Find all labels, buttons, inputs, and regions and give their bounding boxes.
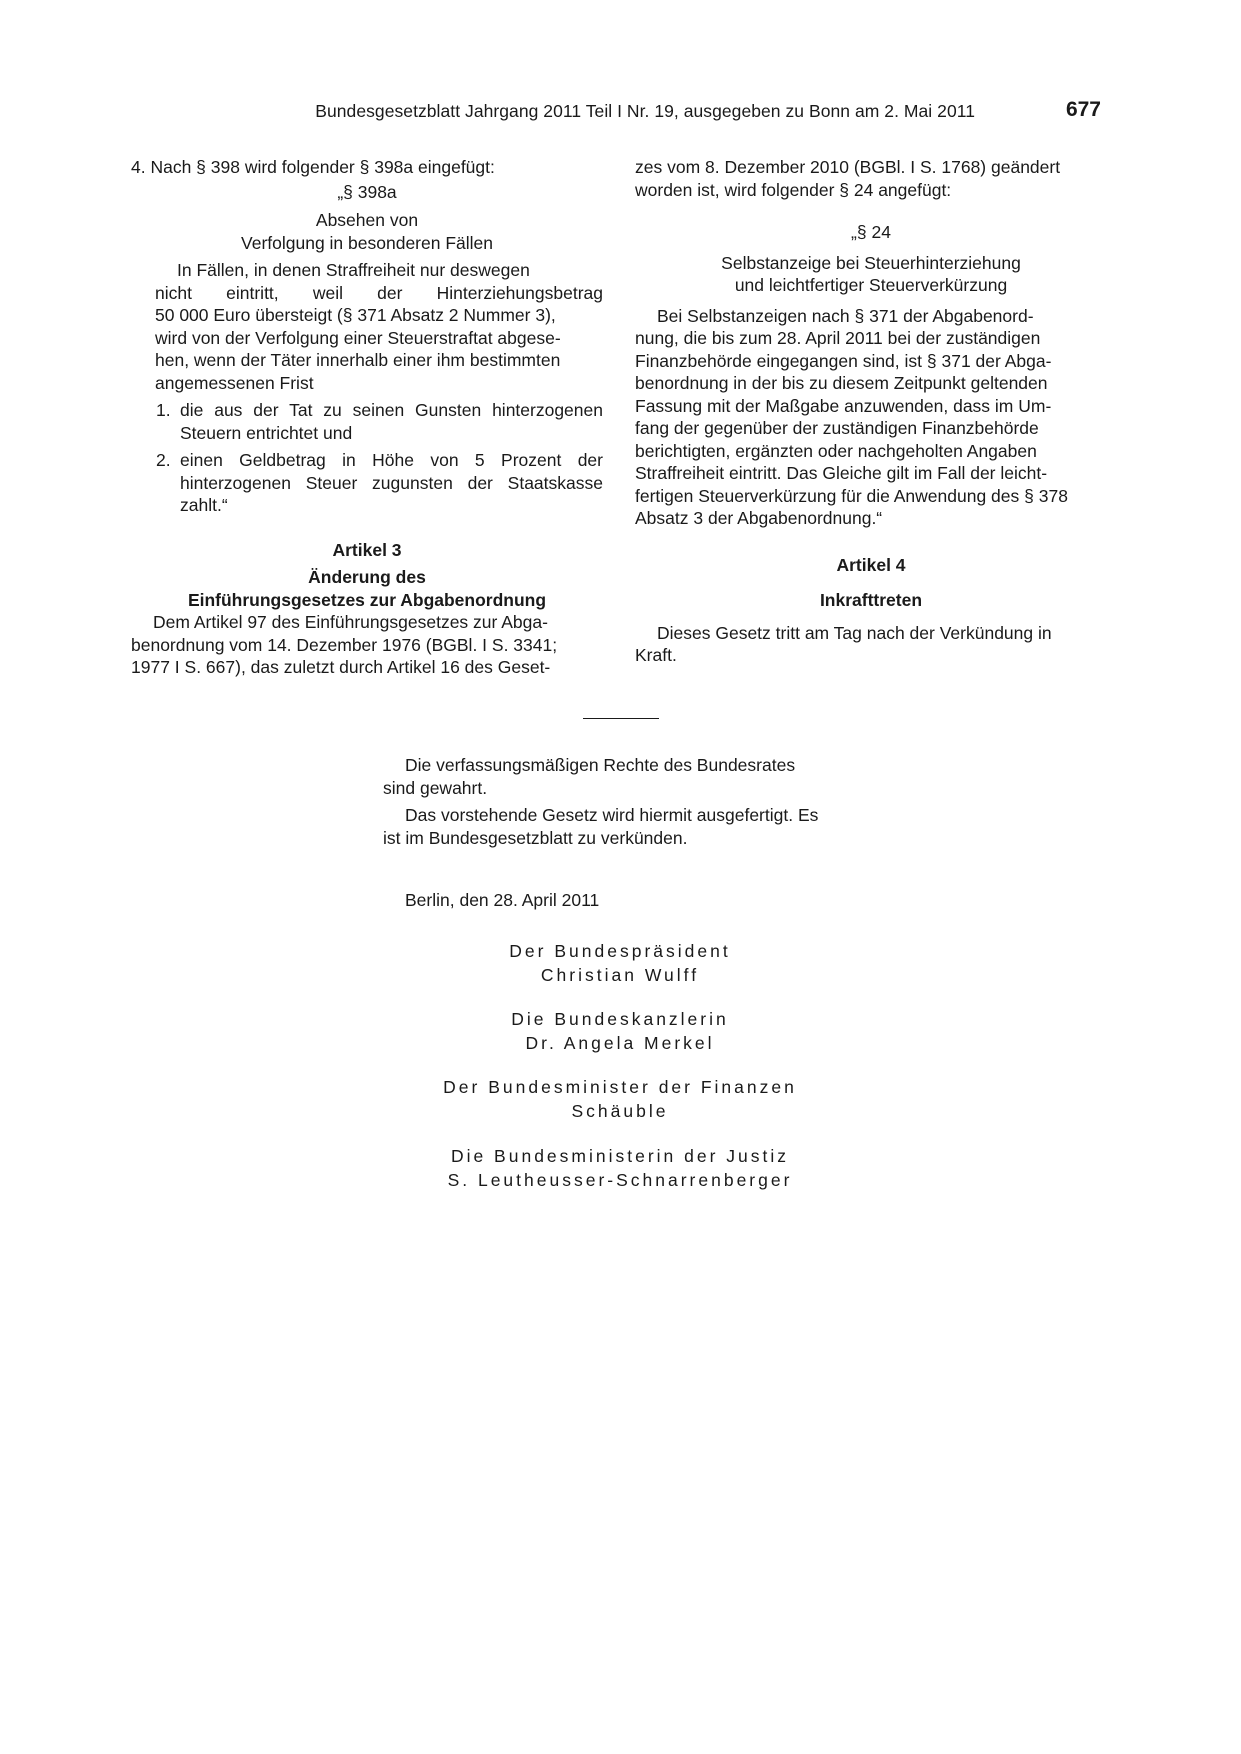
continuation-line: zes vom 8. Dezember 2010 (BGBl. I S. 1768) geändert — [635, 157, 1061, 177]
page-number: 677 — [1065, 98, 1101, 121]
signatory-role: Die Bundeskanzlerin — [511, 1009, 729, 1029]
body-line: Absatz 3 der Abgabenordnung.“ — [635, 508, 883, 528]
artikel-4-title: Artikel 4 — [836, 554, 906, 575]
page-header — [131, 98, 1101, 128]
closing-line: Das vorstehende Gesetz wird hiermit ausgefertigt. Es — [405, 805, 819, 825]
amendment-item-4: 4. Nach § 398 wird folgender § 398a eingefügt: — [131, 157, 495, 177]
artikel-3-heading-1: Änderung des — [308, 567, 426, 587]
continuation-line: worden ist, wird folgender § 24 angefügt: — [635, 179, 952, 200]
list-item-number: 2. — [156, 450, 171, 470]
closing-line: Die verfassungsmäßigen Rechte des Bundesrates — [405, 755, 796, 775]
section-398a-heading-1: Absehen von — [315, 210, 419, 230]
section-24-heading-2: und leichtfertiger Steuerverkürzung — [734, 275, 1008, 295]
list-item-text: einen Geldbetrag in Höhe von 5 Prozent der hinterzogenen Steuer zugunsten der Staatskasse zahlt.“ — [180, 450, 603, 515]
closing-line: ist im Bundesgesetzblatt zu verkünden. — [383, 827, 688, 848]
body-line: Finanzbehörde eingegangen sind, ist § 371 der Abga- — [635, 350, 1052, 371]
signatory-name: S. Leutheusser-Schnarrenberger — [447, 1169, 793, 1190]
body-line: benordnung vom 14. Dezember 1976 (BGBl. I S. 3341; — [131, 634, 558, 655]
body-line: 50 000 Euro übersteigt (§ 371 Absatz 2 Nummer 3), — [155, 305, 556, 325]
artikel-3-body — [131, 611, 603, 679]
body-line: wird von der Verfolgung einer Steuerstraftat abgese- — [155, 327, 561, 348]
body-line: In Fällen, in denen Straffreiheit nur deswegen — [177, 260, 530, 280]
closing-block — [383, 754, 857, 912]
body-line: hen, wenn der Täter innerhalb einer ihm bestimmten — [155, 350, 561, 370]
signature-block — [383, 1145, 857, 1192]
separator-rule — [583, 718, 659, 719]
signatory-role: Der Bundesminister der Finanzen — [443, 1077, 797, 1097]
signatory-name: Dr. Angela Merkel — [525, 1032, 715, 1053]
closing-line: sind gewahrt. — [383, 777, 488, 798]
section-24-title: „§ 24 — [851, 222, 891, 242]
section-24-heading-1: Selbstanzeige bei Steuerhinterziehung — [721, 252, 1021, 273]
gazette-title: Bundesgesetzblatt Jahrgang 2011 Teil I Nr. 19, ausgegeben zu Bonn am 2. Mai 2011 — [315, 101, 975, 121]
section-398a-heading-2: Verfolgung in besonderen Fällen — [241, 232, 493, 253]
signatory-name: Schäuble — [571, 1100, 669, 1121]
section-398a-title: „§ 398a — [337, 181, 397, 202]
body-line: Straffreiheit eintritt. Das Gleiche gilt im Fall der leicht- — [635, 463, 1048, 483]
section-398a-body — [131, 259, 603, 394]
body-line: benordnung in der bis zu diesem Zeitpunkt geltenden — [635, 373, 1048, 393]
signatory-role: Die Bundesministerin der Justiz — [450, 1146, 790, 1166]
body-line: Kraft. — [635, 645, 677, 665]
artikel-3-title: Artikel 3 — [332, 539, 402, 560]
signature-block — [383, 940, 857, 987]
body-line: Dem Artikel 97 des Einführungsgesetzes zur Abga- — [153, 612, 548, 632]
list-item-number: 1. — [156, 400, 171, 420]
body-line: angemessenen Frist — [155, 372, 314, 393]
signature-block — [383, 1008, 857, 1055]
list-item — [131, 399, 603, 444]
artikel-4-heading: Inkrafttreten — [819, 590, 923, 610]
list-item-text: die aus der Tat zu seinen Gunsten hinterzogenen Steuern entrichtet und — [180, 400, 603, 443]
place-date: Berlin, den 28. April 2011 — [405, 890, 600, 910]
section-24-body — [635, 305, 1107, 530]
body-line: Fassung mit der Maßgabe anzuwenden, dass im Um- — [635, 395, 1052, 416]
signatory-role: Der Bundespräsident — [509, 941, 731, 961]
body-line: nung, die bis zum 28. April 2011 bei der zuständigen — [635, 328, 1041, 348]
body-line: berichtigten, ergänzten oder nachgeholten Angaben — [635, 440, 1037, 461]
right-column — [635, 156, 1107, 667]
artikel-3-heading-2: Einführungsgesetzes zur Abgabenordnung — [187, 589, 547, 610]
list-item — [131, 449, 603, 517]
body-line: 1977 I S. 667), das zuletzt durch Artikel 16 des Geset- — [131, 657, 551, 677]
body-line: nicht eintritt, weil der Hinterziehungsbetrag — [155, 282, 603, 303]
body-line: fertigen Steuerverkürzung für die Anwendung des § 378 — [635, 485, 1068, 506]
signature-block — [383, 1076, 857, 1123]
body-line: fang der gegenüber der zuständigen Finanzbehörde — [635, 418, 1039, 438]
artikel-4-body — [635, 622, 1107, 667]
body-line: Bei Selbstanzeigen nach § 371 der Abgabenord- — [657, 305, 1034, 326]
left-column — [131, 156, 603, 679]
signatory-name: Christian Wulff — [540, 964, 700, 985]
body-line: Dieses Gesetz tritt am Tag nach der Verkündung in — [657, 622, 1052, 643]
